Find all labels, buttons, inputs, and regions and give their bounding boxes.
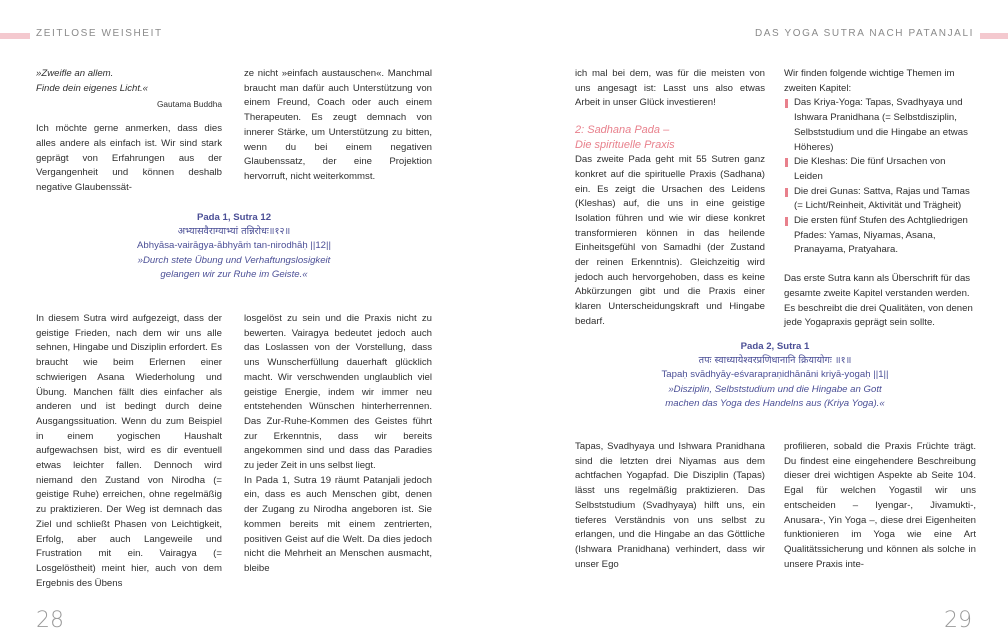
page-number: 28 [36, 608, 64, 633]
themes-intro: Wir finden folgende wichtige Themen im zweiten Kapitel: [784, 68, 955, 94]
running-head: ZEITLOSE WEISHEIT [36, 28, 163, 39]
running-head: DAS YOGA SUTRA NACH PATANJALI [754, 28, 974, 39]
list-item [784, 185, 976, 214]
bottom-column-1 [575, 440, 765, 572]
section-heading: 2: Sadhana Pada – [575, 124, 670, 137]
right-column-1 [575, 67, 765, 330]
sutra-sanskrit: तपः स्वाध्यायेश्वरप्रणिधानानि क्रियायोगः ॥१॥ [698, 355, 852, 367]
motto-author: Gautama Buddha [156, 99, 222, 110]
main-text-column-2 [244, 312, 432, 577]
intro-paragraph: Ich möchte gerne anmerken, dass dies alles andere als einfach ist. Wir sind stark geprägt von Erfahrungen aus der Vergangenheit und können deshalb negative Glaubenssät- [36, 123, 222, 193]
sutra-transliteration: Abhyāsa-vairāgya-ābhyāṁ tan-nirodhāḥ ||12|| [137, 240, 331, 252]
list-item [784, 214, 976, 258]
right-page [504, 0, 1008, 632]
list-item-text: Die ersten fünf Stufen des Achtgliedrigen Pfades: Yamas, Niyamas, Asana, Pranayama, Pratyahara. [794, 215, 968, 256]
header-band [0, 33, 30, 39]
motto-column [36, 67, 222, 196]
sutra-translation: machen das Yoga des Handelns aus (Kriya Yoga).« [665, 397, 885, 409]
sutra-translation: gelangen wir zur Ruhe im Geiste.« [160, 268, 308, 280]
left-page [0, 0, 504, 632]
list-item-text: Das Kriya-Yoga: Tapas, Svadhyaya und Ishwara Pranidhana (= Selbstdisziplin, Selbststudium und die Hingabe an etwas Höheres) [794, 97, 968, 153]
sutra-block-pada1 [36, 211, 432, 282]
body-paragraph: In Pada 1, Sutra 19 räumt Patanjali jedoch ein, dass es auch Menschen gibt, denen der Zugang zu Nirodha angeboren ist. Sie kommen bereits mit einem zentrierten, positiven Geist auf die Welt. Da dies jedoch nicht die Mehrheit an Menschen ausmacht, bleibe [244, 474, 432, 574]
intro-continued-paragraph: ze nicht »einfach austauschen«. Manchmal braucht man dafür auch Unterstützung von einem Freund, Coach oder auch einem Therapeuten. Es zeugt demnach von innerer Stärke, um Unterstützung zu bitten, wenn du bei einem negativen Glaubenssatz, der eine Projektion hervorruft, nicht weiterkommst. [244, 68, 432, 182]
motto-line: »Zweifle an allem. [36, 68, 114, 79]
body-paragraph: ich mal bei dem, was für die meisten von uns angesagt ist: Lasst uns also etwas Arbeit in unser Glück investieren! [575, 68, 765, 109]
sutra-transliteration: Tapaḥ svādhyāy-eśvarapraṇidhānāni kriyā-yogaḥ ||1|| [661, 369, 889, 381]
list-item [784, 96, 976, 155]
sutra-translation: »Disziplin, Selbststudium und die Hingabe an Gott [668, 383, 882, 395]
themes-outro: Das erste Sutra kann als Überschrift für das gesamte zweite Kapitel verstanden werden. Es beschreibt die drei Qualitäten, von denen jede Yogapraxis geprägt sein sollte. [784, 273, 973, 329]
theme-list [784, 96, 976, 258]
body-paragraph: Tapas, Svadhyaya und Ishwara Pranidhana sind die letzten drei Niyamas aus dem achtfachen Yogapfad. Die Disziplin (Tapas) lässt uns regelmäßig praktizieren. Das Selbststudium (Svadhyaya) hilft uns, ein tieferes Verständnis von uns selbst zu erlangen, und die Hingabe an das Göttliche (Ishwara Pranidhana) verhindert, dass wir unser Ego [575, 441, 765, 570]
intro-continued-column [244, 67, 432, 185]
right-column-2 [784, 67, 976, 331]
list-item-text: Die drei Gunas: Sattva, Rajas und Tamas (= Licht/Reinheit, Aktivität und Trägheit) [794, 185, 970, 212]
sutra-title: Pada 1, Sutra 12 [196, 212, 272, 223]
body-paragraph: losgelöst zu sein und die Praxis nicht zu bewerten. Vairagya bedeutet jedoch auch das Loslassen von der Vorstellung, dass uns Wunscherfüllung dauerhaft glücklich macht. Wir verschwenden unglaublich viel geistige Energie, indem wir immer neu entstehenden Wünschen hinterherrennen. Das Zur-Ruhe-Kommen des Geistes führt zur Erkenntnis, dass wir bereits angekommen sind und dass das Paradies zu jeder Zeit in uns selbst liegt. [244, 313, 432, 472]
list-item [784, 155, 976, 184]
body-paragraph: profilieren, sobald die Praxis Früchte trägt. Du findest eine eingehendere Beschreibung dieser drei wichtigen Aspekte ab Seite 104. Egal für welchen Yogastil wir uns entscheiden – Iyengar-, Jivamukti-, Anusara-, Yin Yoga –, diese drei Eigenheiten funktionieren im Yoga wie eine Art Qualitätssicherung und können als solche in unsere Praxis inte- [784, 441, 976, 570]
bullet-icon [785, 217, 788, 226]
section-paragraph: Das zweite Pada geht mit 55 Sutren ganz konkret auf die spirituelle Praxis (Sadhana) ein. Es zeigt die Ursachen des Leidens (Kleshas) auf, die uns in eine geistige Isolation führen und wie wir diese konkret transformieren können in das heilende Einheitsgefühl von Samadhi (der Zustand der reinen Erkenntnis). Gleichzeitig wird jedoch auch hervorgehoben, dass es keine Abkürzungen gibt und die Praxis einer klaren Unterscheidungskraft und Hingabe bedarf. [575, 154, 765, 327]
sutra-block-pada2 [575, 340, 975, 411]
list-item-text: Die Kleshas: Die fünf Ursachen von Leiden [794, 156, 946, 182]
sutra-translation: »Durch stete Übung und Verhaftungslosigkeit [137, 254, 331, 266]
sutra-title: Pada 2, Sutra 1 [740, 341, 810, 352]
header-band [980, 33, 1008, 39]
sutra-sanskrit: अभ्यासवैराग्याभ्यां तन्निरोधः॥१२॥ [177, 226, 291, 238]
bullet-icon [785, 158, 788, 167]
bullet-icon [785, 99, 788, 108]
motto-line: Finde dein eigenes Licht.« [36, 82, 149, 94]
bottom-column-2 [784, 440, 976, 572]
bullet-icon [785, 188, 788, 197]
section-heading: Die spirituelle Praxis [575, 139, 675, 152]
main-text-column-1 [36, 312, 222, 591]
body-paragraph: In diesem Sutra wird aufgezeigt, dass der geistige Frieden, nach dem wir uns alle sehnen, Hingabe und Disziplin erfordert. Es braucht wie beim Erlernen einer schwierigen Asana Wiederholung und Übung. Manchen fällt dies einfacher als anderen und ist bedingt durch deine Ausgangssituation. Wenn du zum Beispiel in einem yogischen Haushalt aufgewachsen bist, wird es dir eventuell etwas leichter fallen. Dennoch wird niemand den Zustand von Nirodha (= geistige Ruhe) erreichen, ohne regelmäßig zu praktizieren. Der Weg ist demnach das Ziel und schließt Phasen von Leichtigkeit, Erfolg, aber auch Langeweile und Frustration mit ein. Vairagya (= Losgelöstheit) meint hier, auch von dem Ergebnis des Übens [36, 313, 222, 589]
page-number: 29 [944, 608, 972, 633]
